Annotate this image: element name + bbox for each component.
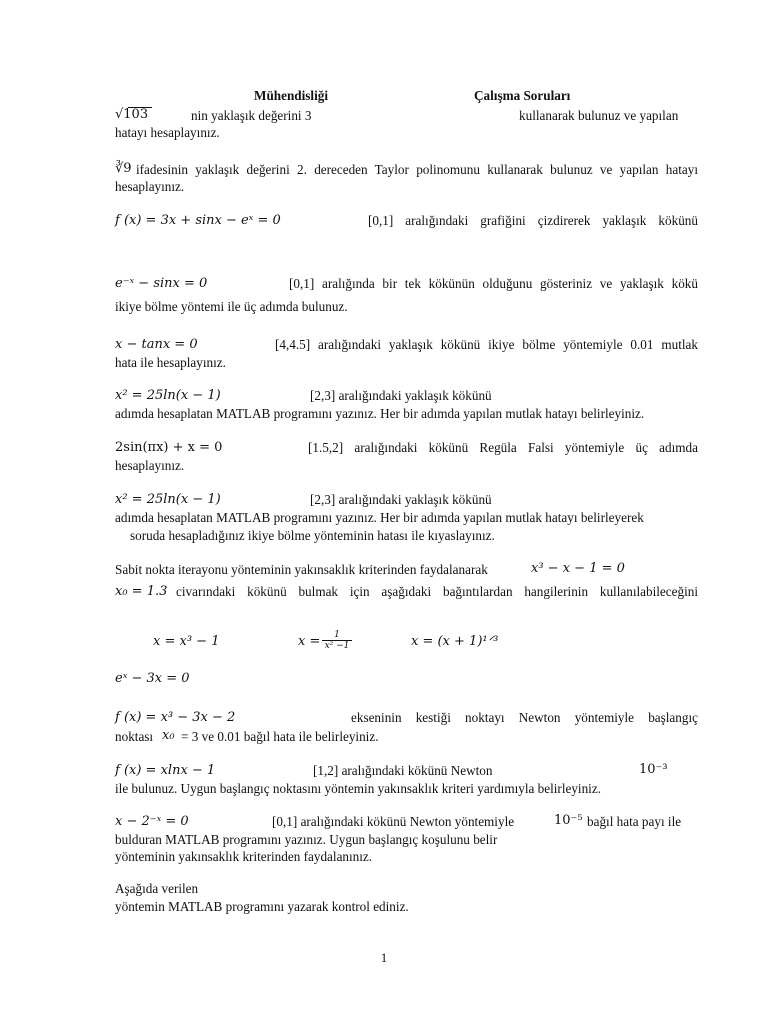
q12-math: f (x) = xlnx − 1 [115, 763, 216, 778]
q12-text-b: ile bulunuz. Uygun başlangıç noktasını yöntemin yakınsaklık kriteri yardımıyla belirleyiniz. [115, 781, 601, 796]
q11-text-b1: noktası [115, 729, 154, 744]
q3-text-a: [0,1] aralığındaki grafiğini çizdirerek yaklaşık kökünü [368, 213, 698, 228]
q13-tolerance: 10⁻⁵ [554, 813, 583, 828]
q14-text-b: yöntemin MATLAB programını yazarak kontrol ediniz. [115, 899, 409, 914]
q9-math: x³ − x − 1 = 0 [531, 561, 625, 576]
q5-text-a: [4,4.5] aralığındaki yaklaşık kökünü ikiye bölme yöntemiyle 0.01 mutlak [275, 337, 698, 352]
q2-math: ∛9 [115, 161, 132, 176]
q6-text-b: adımda hesaplatan MATLAB programını yazınız. Her bir adımda yapılan mutlak hatayı belirleyiniz. [115, 406, 645, 421]
q4-math: e⁻ˣ − sinx = 0 [115, 276, 208, 291]
q8-math: x² = 25ln(x − 1) [115, 492, 221, 507]
q8-text-c: soruda hesapladığınız ikiye bölme yönteminin hatası ile kıyaslayınız. [130, 528, 495, 543]
q12-text-a: [1,2] aralığındaki kökünü Newton [313, 763, 493, 778]
q6-math: x² = 25ln(x − 1) [115, 388, 221, 403]
q11-x0: x₀ [162, 728, 175, 743]
q10-math: eˣ − 3x = 0 [115, 671, 190, 686]
q13-text-c: yönteminin yakınsaklık kriterinden faydalanınız. [115, 849, 373, 864]
q3-math: f (x) = 3x + sinx − eˣ = 0 [115, 213, 281, 228]
q9-option-2-fraction [322, 630, 352, 651]
q7-math: 2sin(πx) + x = 0 [115, 440, 223, 455]
q13-text-b: bulduran MATLAB programını yazınız. Uygun başlangıç koşulunu belir [115, 832, 498, 847]
q1-text-b: kullanarak bulunuz ve yapılan [519, 108, 679, 123]
q2-text-b: hesaplayınız. [115, 179, 185, 194]
q8-text-b: adımda hesaplatan MATLAB programını yazınız. Her bir adımda yapılan mutlak hatayı belirleyerek [115, 510, 644, 525]
q11-text-b2: = 3 ve 0.01 bağıl hata ile belirleyiniz. [181, 729, 379, 744]
q1-text-c: hatayı hesaplayınız. [115, 125, 220, 140]
page-number: 1 [380, 950, 388, 965]
q9-option-3: x = (x + 1)¹ᐟ³ [411, 634, 499, 649]
q1-math: √103 [115, 107, 149, 122]
q4-text-b: ikiye bölme yöntemi ile üç adımda bulunuz. [115, 299, 348, 314]
q13-text-a: [0,1] aralığındaki kökünü Newton yöntemiyle [272, 814, 515, 829]
title-right: Çalışma Soruları [474, 88, 571, 103]
q2-text-a: ifadesinin yaklaşık değerini 2. dereceden Taylor polinomunu kullanarak bulunuz ve yapılan hatayı [136, 162, 698, 177]
q12-tolerance: 10⁻³ [639, 762, 668, 777]
q13-text-a2: bağıl hata payı ile [587, 814, 682, 829]
q7-text-a: [1.5,2] aralığındaki kökünü Regüla Falsi yöntemiyle üç adımda [308, 440, 698, 455]
q9-text-b: civarındaki kökünü bulmak için aşağıdaki bağıntılardan hangilerinin kullanılabileceğini [176, 584, 698, 599]
q9-text-a: Sabit nokta iterayonu yönteminin yakınsaklık kriterinden faydalanarak [115, 562, 488, 577]
q5-text-b: hata ile hesaplayınız. [115, 355, 226, 370]
q1-text-a: nin yaklaşık değerini 3 [191, 108, 312, 123]
title-left: Mühendisliği [254, 88, 329, 103]
q5-math: x − tanx = 0 [115, 337, 198, 352]
fraction-denominator: x² −1 [324, 641, 350, 651]
q7-text-b: hesaplayınız. [115, 458, 185, 473]
q4-text-a: [0,1] aralığında bir tek kökünün olduğunu gösteriniz ve yaklaşık kökü [289, 276, 698, 291]
q13-math: x − 2⁻ˣ = 0 [115, 814, 189, 829]
q9-option-1: x = x³ − 1 [153, 634, 220, 649]
fraction-numerator: 1 [322, 630, 352, 641]
q11-text-a: ekseninin kestiği noktayı Newton yöntemiyle başlangıç [351, 710, 698, 725]
q8-text-a: [2,3] aralığındaki yaklaşık kökünü [310, 492, 492, 507]
q9-option-2-lhs: x = [298, 634, 321, 649]
q9-x0: x₀ = 1.3 [115, 584, 168, 599]
q6-text-a: [2,3] aralığındaki yaklaşık kökünü [310, 388, 492, 403]
q11-math: f (x) = x³ − 3x − 2 [115, 710, 236, 725]
q14-text-a: Aşağıda verilen [115, 881, 199, 896]
